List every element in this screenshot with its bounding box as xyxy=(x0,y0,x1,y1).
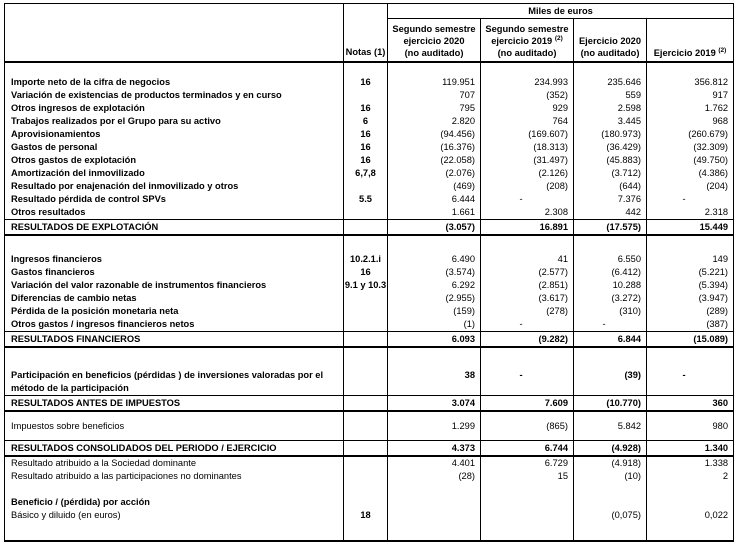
row-value-ejercicio-2020: - xyxy=(574,318,647,332)
row-nota: 5.5 xyxy=(344,193,388,206)
col-header-s2-2020 xyxy=(388,19,481,63)
table-row xyxy=(5,456,734,470)
row-label: RESULTADOS DE EXPLOTACIÓN xyxy=(5,220,344,236)
row-nota xyxy=(344,441,388,457)
row-value-ejercicio-2020: 3.445 xyxy=(574,115,647,128)
row-label xyxy=(5,483,344,496)
row-value-s2-2020: 6.490 xyxy=(388,253,481,266)
row-value-s2-2019: 929 xyxy=(481,102,574,115)
row-value-s2-2019: 16.891 xyxy=(481,220,574,236)
row-value-s2-2019 xyxy=(481,483,574,496)
footnote-superscript: (2) xyxy=(554,34,563,42)
row-label: RESULTADOS FINANCIEROS xyxy=(5,332,344,348)
row-value-ejercicio-2020: (3.712) xyxy=(574,167,647,180)
row-nota: 6 xyxy=(344,115,388,128)
row-nota xyxy=(344,456,388,470)
row-value-ejercicio-2020: (3.272) xyxy=(574,292,647,305)
row-label: Amortización del inmovilizado xyxy=(11,168,145,178)
row-label: Resultado atribuido a la Sociedad dominante xyxy=(11,458,197,468)
row-value-s2-2019 xyxy=(481,235,574,253)
income-statement-table xyxy=(4,3,734,542)
table-row xyxy=(5,193,734,206)
row-value-s2-2020 xyxy=(388,235,481,253)
row-value-s2-2020: 2.820 xyxy=(388,115,481,128)
row-value-s2-2020: (16.376) xyxy=(388,141,481,154)
table-row xyxy=(5,115,734,128)
row-value-s2-2020: 795 xyxy=(388,102,481,115)
row-value-s2-2019: 15 xyxy=(481,470,574,483)
row-value-ejercicio-2019: (49.750) xyxy=(647,154,734,167)
table-row xyxy=(5,332,734,348)
row-value-ejercicio-2020: 6.550 xyxy=(574,253,647,266)
row-value-ejercicio-2020: (10) xyxy=(574,470,647,483)
table-row xyxy=(5,470,734,483)
row-value-s2-2019: 7.609 xyxy=(481,396,574,412)
row-label: Gastos financieros xyxy=(11,267,95,277)
row-nota xyxy=(344,522,388,541)
row-nota: 18 xyxy=(344,509,388,522)
row-label: Resultado por enajenación del inmovilizado y otros xyxy=(11,181,239,191)
row-label: Otros gastos de explotación xyxy=(11,155,137,165)
row-value-s2-2020: 707 xyxy=(388,89,481,102)
row-value-ejercicio-2019: 149 xyxy=(647,253,734,266)
row-value-s2-2020: 6.292 xyxy=(388,279,481,292)
row-value-ejercicio-2019: 356.812 xyxy=(647,76,734,89)
row-value-s2-2020: (159) xyxy=(388,305,481,318)
row-value-ejercicio-2019: (32.309) xyxy=(647,141,734,154)
row-value-s2-2020: (3.574) xyxy=(388,266,481,279)
row-value-ejercicio-2020: (644) xyxy=(574,180,647,193)
row-value-s2-2020: (22.058) xyxy=(388,154,481,167)
row-value-ejercicio-2019: 1.338 xyxy=(647,456,734,470)
col-header-line: ejercicio 2020 xyxy=(403,36,465,46)
row-value-ejercicio-2019: 0,022 xyxy=(647,509,734,522)
row-label xyxy=(5,522,344,541)
row-nota xyxy=(344,411,388,441)
table-row xyxy=(5,279,734,292)
table-row xyxy=(5,509,734,522)
row-value-s2-2019: (352) xyxy=(481,89,574,102)
row-value-s2-2019 xyxy=(481,62,574,76)
row-value-ejercicio-2019: (4.386) xyxy=(647,167,734,180)
row-value-ejercicio-2020: 442 xyxy=(574,206,647,220)
row-label: Importe neto de la cifra de negocios xyxy=(11,77,171,87)
row-value-ejercicio-2020: (36.429) xyxy=(574,141,647,154)
row-value-ejercicio-2020 xyxy=(574,235,647,253)
row-value-ejercicio-2019: (387) xyxy=(647,318,734,332)
row-value-s2-2019: (31.497) xyxy=(481,154,574,167)
row-value-s2-2020 xyxy=(388,522,481,541)
row-value-ejercicio-2019 xyxy=(647,522,734,541)
row-value-ejercicio-2020: 2.598 xyxy=(574,102,647,115)
row-value-ejercicio-2019 xyxy=(647,483,734,496)
row-nota xyxy=(344,318,388,332)
row-value-s2-2019: 764 xyxy=(481,115,574,128)
table-row xyxy=(5,167,734,180)
row-value-ejercicio-2020: (17.575) xyxy=(574,220,647,236)
row-nota xyxy=(344,470,388,483)
row-value-s2-2020: 6.444 xyxy=(388,193,481,206)
row-value-ejercicio-2019: 917 xyxy=(647,89,734,102)
row-nota xyxy=(344,180,388,193)
row-value-s2-2020: (3.057) xyxy=(388,220,481,236)
row-label-header xyxy=(5,4,344,63)
table-row xyxy=(5,128,734,141)
row-label: Participación en beneficios (pérdidas ) de inversiones valoradas por el método de la participación xyxy=(11,370,324,393)
row-value-ejercicio-2019: 15.449 xyxy=(647,220,734,236)
row-value-ejercicio-2020: 6.844 xyxy=(574,332,647,348)
row-nota xyxy=(344,206,388,220)
row-value-ejercicio-2019: 1.762 xyxy=(647,102,734,115)
col-header-line: Ejercicio 2019 $^{(2)}$ xyxy=(653,46,727,58)
row-value-s2-2020: (469) xyxy=(388,180,481,193)
row-value-ejercicio-2019: 360 xyxy=(647,396,734,412)
table-row xyxy=(5,318,734,332)
row-value-s2-2020: (2.076) xyxy=(388,167,481,180)
table-row xyxy=(5,154,734,167)
row-nota: 16 xyxy=(344,141,388,154)
row-value-ejercicio-2020: 5.842 xyxy=(574,411,647,441)
row-label: Beneficio / (pérdida) por acción xyxy=(11,497,150,507)
table-body xyxy=(5,62,734,541)
row-nota xyxy=(344,368,388,396)
table-row xyxy=(5,235,734,253)
row-nota xyxy=(344,89,388,102)
table-row xyxy=(5,253,734,266)
row-value-s2-2020: (2.955) xyxy=(388,292,481,305)
row-label: RESULTADOS CONSOLIDADOS DEL PERIODO / EJERCICIO xyxy=(5,441,344,457)
row-nota: 16 xyxy=(344,102,388,115)
row-value-ejercicio-2020: 7.376 xyxy=(574,193,647,206)
row-label xyxy=(5,235,344,253)
row-value-ejercicio-2019: (5.221) xyxy=(647,266,734,279)
row-label: Otros ingresos de explotación xyxy=(11,103,145,113)
col-header-line: Ejercicio 2020 xyxy=(578,36,642,46)
row-nota: 6,7,8 xyxy=(344,167,388,180)
row-value-s2-2020: 6.093 xyxy=(388,332,481,348)
row-value-s2-2019: (3.617) xyxy=(481,292,574,305)
row-value-s2-2019: (18.313) xyxy=(481,141,574,154)
row-label: Resultado atribuido a las participaciones no dominantes xyxy=(11,471,242,481)
row-value-s2-2019 xyxy=(481,522,574,541)
table-row xyxy=(5,266,734,279)
row-value-s2-2019: - xyxy=(481,318,574,332)
row-value-ejercicio-2019: 980 xyxy=(647,411,734,441)
table-row xyxy=(5,441,734,457)
col-header-ejercicio-2020 xyxy=(574,19,647,63)
group-header-miles-de-euros: Miles de euros xyxy=(388,4,734,19)
row-value-s2-2019: - xyxy=(481,193,574,206)
row-value-ejercicio-2020: (10.770) xyxy=(574,396,647,412)
row-label: RESULTADOS ANTES DE IMPUESTOS xyxy=(5,396,344,412)
row-label: Gastos de personal xyxy=(11,142,98,152)
row-label: Otros resultados xyxy=(11,207,86,217)
row-label: Diferencias de cambio netas xyxy=(11,293,137,303)
row-nota xyxy=(344,292,388,305)
row-value-s2-2019: 234.993 xyxy=(481,76,574,89)
row-value-s2-2020: (94.456) xyxy=(388,128,481,141)
row-value-ejercicio-2020 xyxy=(574,496,647,509)
row-value-s2-2020 xyxy=(388,347,481,368)
row-value-s2-2020: 4.373 xyxy=(388,441,481,457)
row-nota: 16 xyxy=(344,154,388,167)
row-value-ejercicio-2020: (45.883) xyxy=(574,154,647,167)
table-row xyxy=(5,141,734,154)
table-row xyxy=(5,396,734,412)
row-value-s2-2020: 119.951 xyxy=(388,76,481,89)
row-value-s2-2019: (865) xyxy=(481,411,574,441)
row-value-s2-2020: 4.401 xyxy=(388,456,481,470)
table-row xyxy=(5,220,734,236)
row-label: Básico y diluido (en euros) xyxy=(11,510,121,520)
row-value-s2-2020 xyxy=(388,483,481,496)
row-nota xyxy=(344,496,388,509)
row-value-s2-2019: 6.729 xyxy=(481,456,574,470)
table-row xyxy=(5,180,734,193)
row-nota xyxy=(344,62,388,76)
row-value-s2-2020: 1.299 xyxy=(388,411,481,441)
col-header-s2-2019 xyxy=(481,19,574,63)
row-value-ejercicio-2019: - xyxy=(647,368,734,396)
col-header-line: ejercicio 2019 $^{(2)}$ xyxy=(491,34,563,46)
row-value-ejercicio-2020: (310) xyxy=(574,305,647,318)
table-row xyxy=(5,102,734,115)
row-nota: 16 xyxy=(344,266,388,279)
row-value-s2-2020: (28) xyxy=(388,470,481,483)
table-row xyxy=(5,496,734,509)
row-value-ejercicio-2020 xyxy=(574,347,647,368)
row-label: Aprovisionamientos xyxy=(11,129,101,139)
row-label: Otros gastos / ingresos financieros netos xyxy=(11,319,195,329)
row-value-ejercicio-2019: (15.089) xyxy=(647,332,734,348)
row-value-ejercicio-2019: (260.679) xyxy=(647,128,734,141)
row-value-ejercicio-2019: 968 xyxy=(647,115,734,128)
row-nota xyxy=(344,347,388,368)
row-label: Resultado pérdida de control SPVs xyxy=(11,194,166,204)
row-label: Variación del valor razonable de instrumentos financieros xyxy=(11,280,267,290)
row-nota xyxy=(344,483,388,496)
table-row xyxy=(5,62,734,76)
table-row xyxy=(5,305,734,318)
row-value-s2-2020: (1) xyxy=(388,318,481,332)
col-header-ejercicio-2019 xyxy=(647,19,734,63)
row-value-s2-2020 xyxy=(388,496,481,509)
row-value-s2-2019: (2.851) xyxy=(481,279,574,292)
row-value-s2-2020 xyxy=(388,62,481,76)
row-value-s2-2020: 3.074 xyxy=(388,396,481,412)
financial-statement-sheet xyxy=(4,3,734,542)
row-value-s2-2019 xyxy=(481,496,574,509)
col-header-line: Segundo semestre xyxy=(485,24,569,34)
row-value-ejercicio-2019 xyxy=(647,62,734,76)
notes-column-header: Notas (1) xyxy=(344,4,388,63)
row-value-ejercicio-2020 xyxy=(574,483,647,496)
row-value-ejercicio-2019 xyxy=(647,235,734,253)
row-value-s2-2019: (2.126) xyxy=(481,167,574,180)
table-row xyxy=(5,76,734,89)
row-nota: 16 xyxy=(344,128,388,141)
row-nota xyxy=(344,235,388,253)
row-value-s2-2019 xyxy=(481,509,574,522)
row-label: Ingresos financieros xyxy=(11,254,102,264)
row-label: Variación de existencias de productos terminados y en curso xyxy=(11,90,282,100)
table-row xyxy=(5,292,734,305)
row-value-s2-2019: (208) xyxy=(481,180,574,193)
row-value-ejercicio-2019 xyxy=(647,347,734,368)
row-value-ejercicio-2019: 2.318 xyxy=(647,206,734,220)
table-row xyxy=(5,411,734,441)
row-value-ejercicio-2020 xyxy=(574,522,647,541)
row-value-ejercicio-2020: (180.973) xyxy=(574,128,647,141)
row-value-s2-2019: 41 xyxy=(481,253,574,266)
row-label: Impuestos sobre beneficios xyxy=(11,420,125,431)
row-value-ejercicio-2020: 235.646 xyxy=(574,76,647,89)
row-value-s2-2020: 38 xyxy=(388,368,481,396)
row-value-ejercicio-2020: (4.918) xyxy=(574,456,647,470)
row-nota: 16 xyxy=(344,76,388,89)
row-value-ejercicio-2019 xyxy=(647,496,734,509)
row-nota xyxy=(344,305,388,318)
row-value-ejercicio-2020: 10.288 xyxy=(574,279,647,292)
row-value-s2-2019: 6.744 xyxy=(481,441,574,457)
row-value-ejercicio-2019: 1.340 xyxy=(647,441,734,457)
footnote-superscript: (2) xyxy=(718,46,727,54)
col-header-line: (no auditado) xyxy=(497,48,557,58)
table-row xyxy=(5,522,734,541)
row-nota xyxy=(344,220,388,236)
row-value-ejercicio-2019: (3.947) xyxy=(647,292,734,305)
group-header-row xyxy=(5,4,734,19)
row-label xyxy=(5,347,344,368)
row-value-ejercicio-2019: 2 xyxy=(647,470,734,483)
row-value-s2-2019: (169.607) xyxy=(481,128,574,141)
row-value-ejercicio-2019: (5.394) xyxy=(647,279,734,292)
row-label: Trabajos realizados por el Grupo para su activo xyxy=(11,116,221,126)
col-header-line: (no auditado) xyxy=(580,48,640,58)
row-label: Pérdida de la posición monetaria neta xyxy=(11,306,179,316)
row-value-ejercicio-2020: (4.928) xyxy=(574,441,647,457)
row-value-s2-2019: - xyxy=(481,368,574,396)
table-row xyxy=(5,206,734,220)
row-value-s2-2019: (2.577) xyxy=(481,266,574,279)
col-header-line: (no auditado) xyxy=(404,48,464,58)
row-value-s2-2019: 2.308 xyxy=(481,206,574,220)
row-value-s2-2019: (9.282) xyxy=(481,332,574,348)
row-value-ejercicio-2020: (0,075) xyxy=(574,509,647,522)
row-value-ejercicio-2020 xyxy=(574,62,647,76)
row-value-ejercicio-2020: (6.412) xyxy=(574,266,647,279)
row-nota xyxy=(344,396,388,412)
table-row xyxy=(5,347,734,368)
col-header-line: Segundo semestre xyxy=(392,24,476,34)
table-row xyxy=(5,368,734,396)
row-value-ejercicio-2020: (39) xyxy=(574,368,647,396)
row-nota: 10.2.1.i xyxy=(344,253,388,266)
row-label xyxy=(5,62,344,76)
row-value-ejercicio-2019: - xyxy=(647,193,734,206)
row-value-ejercicio-2020: 559 xyxy=(574,89,647,102)
table-row xyxy=(5,89,734,102)
row-nota: 9.1 y 10.3 xyxy=(344,280,387,290)
row-value-s2-2019 xyxy=(481,347,574,368)
table-row xyxy=(5,483,734,496)
row-value-s2-2020 xyxy=(388,509,481,522)
row-value-ejercicio-2019: (289) xyxy=(647,305,734,318)
row-nota xyxy=(344,332,388,348)
row-value-ejercicio-2019: (204) xyxy=(647,180,734,193)
row-value-s2-2020: 1.661 xyxy=(388,206,481,220)
row-value-s2-2019: (278) xyxy=(481,305,574,318)
